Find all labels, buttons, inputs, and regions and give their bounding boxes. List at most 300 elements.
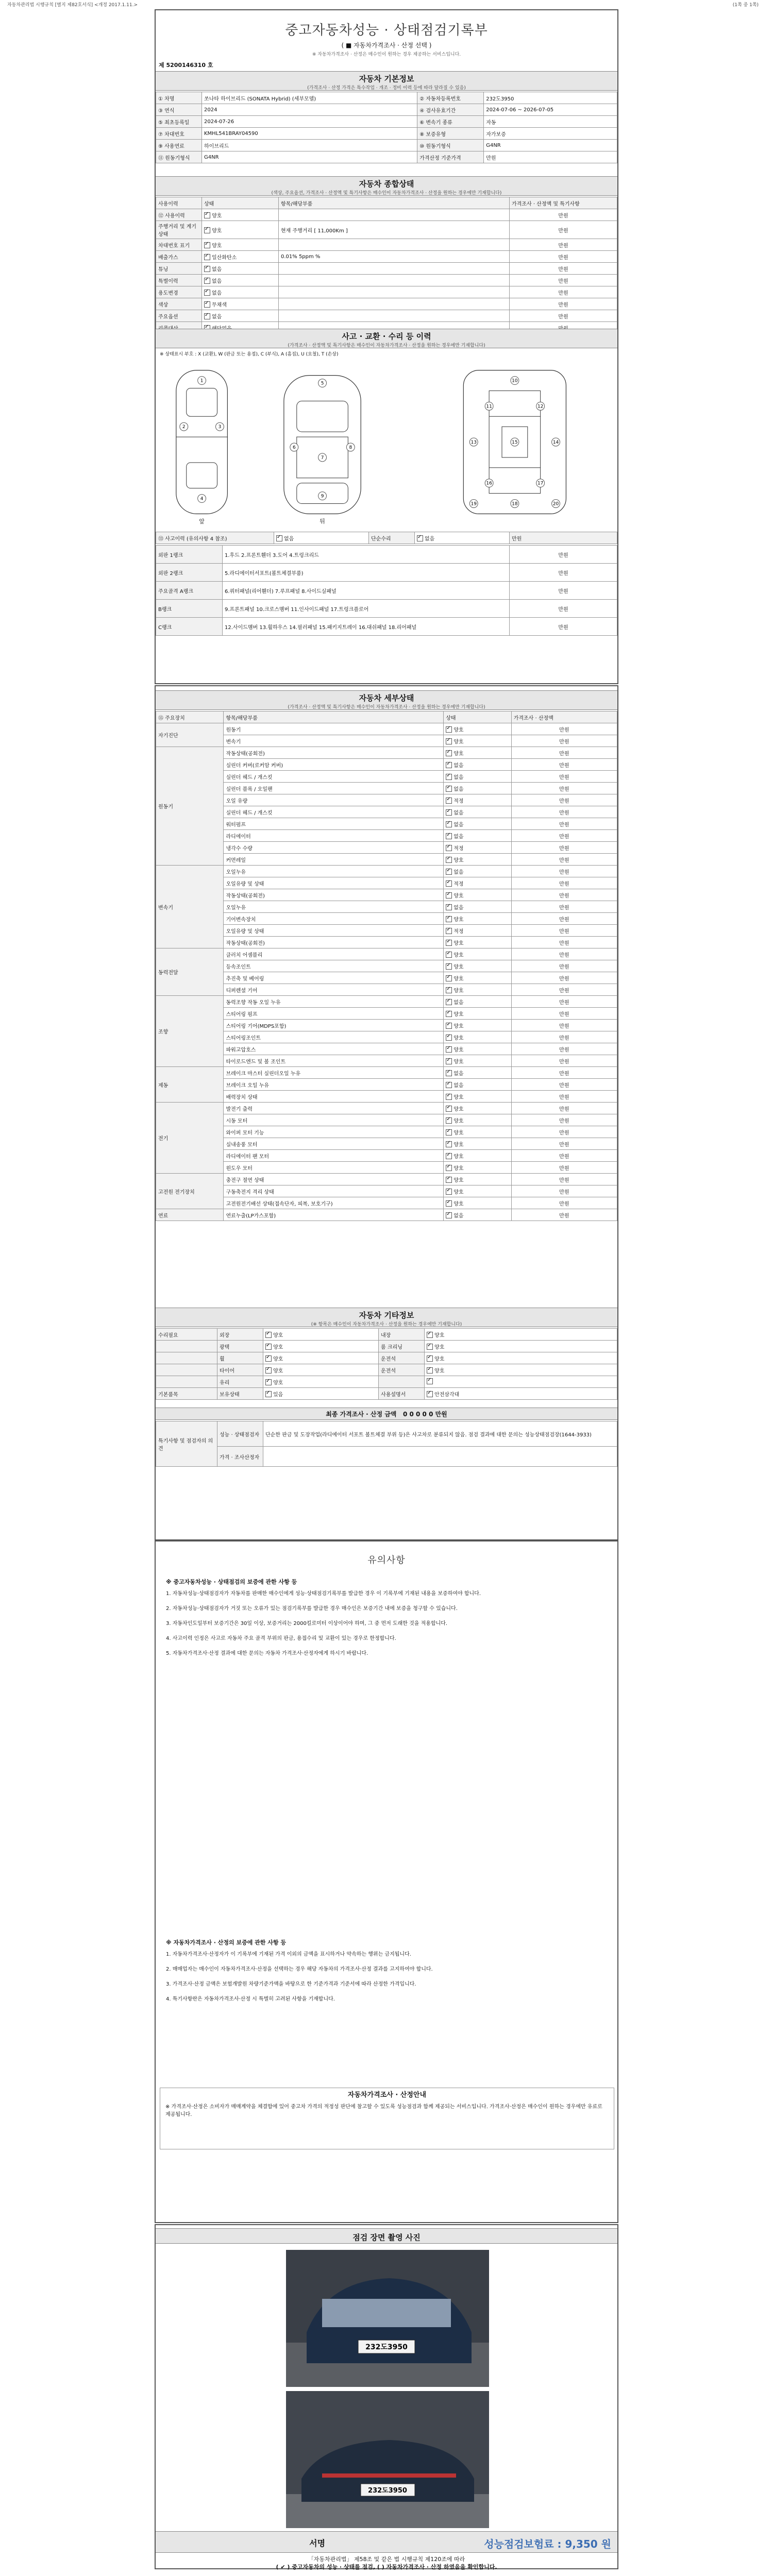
detail-status-text: 없음 [453, 1071, 464, 1077]
detail-status [444, 937, 511, 948]
detail-item: 디퍼렌셜 기어 [224, 984, 444, 996]
detail-item: 스티어링조인트 [224, 1031, 444, 1043]
checkbox [446, 916, 452, 922]
remark-a-label: 성능 · 상태점검자 [217, 1421, 263, 1447]
overall-title: 자동차 종합상태 [359, 179, 414, 189]
detail-status-text: 양호 [453, 1142, 464, 1148]
detail-status [444, 783, 511, 794]
detail-price: 만원 [511, 806, 617, 818]
detail-status [444, 1150, 511, 1162]
detail-item: 실내송풍 모터 [224, 1138, 444, 1150]
accident-check [276, 535, 282, 541]
detail-row [156, 1055, 617, 1067]
basic-row [156, 151, 617, 163]
detail-status [444, 877, 511, 889]
group-name: B랭크 [156, 600, 223, 618]
detail-row [156, 948, 617, 960]
checkbox [446, 869, 452, 875]
detail-item: 변속기 [224, 735, 444, 747]
detail-row [156, 735, 617, 747]
overall-status-text: 없음 [212, 266, 222, 273]
detail-status [444, 1138, 511, 1150]
col-price: 가격조사 · 산정액 및 특기사항 [510, 197, 617, 209]
detail-item: 충전구 절연 상태 [224, 1174, 444, 1185]
other-a: 유리 [217, 1376, 263, 1388]
basic-label: ⑪ 원동기형식 [156, 151, 202, 163]
panel-number: 18 [512, 501, 518, 507]
detail-price: 만원 [511, 901, 617, 913]
other-b-status [425, 1376, 617, 1388]
detail-price: 만원 [511, 759, 617, 771]
page-two [155, 685, 618, 1540]
basic-row [156, 104, 617, 116]
notice-item: 5. 자동차가격조사·산정 결과에 대한 문의는 자동차 가격조사·산정자에게 하시기 바랍니다. [166, 1651, 368, 1656]
detail-status [444, 901, 511, 913]
detail-status [444, 854, 511, 866]
detail-row [156, 1103, 617, 1114]
basic-label-2: ⑥ 변속기 종류 [417, 116, 484, 128]
other-label [156, 1376, 217, 1388]
other-a: 광택 [217, 1341, 263, 1352]
other-label: 기본품목 [156, 1388, 217, 1400]
detail-item: 작동상태(공회전) [224, 889, 444, 901]
overall-price: 만원 [510, 251, 617, 263]
col-status: 상태 [202, 197, 279, 209]
detail-status-text: 없음 [453, 999, 464, 1006]
detail-item: 브레이크 마스터 실린더오일 누유 [224, 1067, 444, 1079]
panel-numbers [180, 377, 560, 508]
other-a-status [263, 1329, 379, 1341]
checkbox [446, 1106, 452, 1112]
detail-price: 만원 [511, 1067, 617, 1079]
detail-price: 만원 [511, 960, 617, 972]
accident-group-row [156, 582, 617, 600]
panel-number: 2 [182, 425, 186, 430]
detail-row [156, 1043, 617, 1055]
final-header [156, 1408, 617, 1420]
basic-value-2: 자동 [484, 116, 617, 128]
page-four [155, 2224, 618, 2569]
notice-section-two: ※ 자동차가격조사 · 산정의 보증에 관한 사항 등 [166, 1939, 286, 1946]
detail-row [156, 1067, 617, 1079]
page-subtitle: ( ■ 자동차가격조사 · 산정 선택 ) [341, 42, 432, 49]
checkbox [446, 821, 452, 827]
overall-status-text: 양호 [212, 243, 222, 249]
checkbox [446, 1141, 452, 1147]
remark-a-text: 단순한 판금 및 도장작업(라디에이터 서포트 볼트체결 부위 등)은 사고차로 분류되지 않음. 점검 결과에 대한 문의는 성능상태점검장(1644-3933) [263, 1421, 617, 1447]
front-label: 앞 [199, 518, 205, 525]
detail-status [444, 996, 511, 1008]
basic-info-note: (가격조사 · 산정 가격은 특수작업 · 개조 · 정비 이력 등에 따라 달라질 수 있음) [307, 86, 466, 91]
detail-status-text: 없음 [453, 1213, 464, 1219]
checkbox [446, 750, 452, 756]
panel-number: 1 [200, 378, 204, 384]
detail-status [444, 1091, 511, 1103]
overall-status [202, 251, 279, 263]
overall-item: ⑫ 사용이력 [156, 209, 202, 221]
notice-list-one [166, 1589, 609, 1664]
basic-value: 2024-07-26 [202, 116, 417, 128]
detail-price: 만원 [511, 925, 617, 937]
notice-item: 1. 자동차성능·상태점검자가 자동차를 판매한 매수인에게 성능·상태점검기록부를 발급한 경우 이 기록부에 기재된 내용을 보증하여야 합니다. [166, 1591, 481, 1597]
overall-row [156, 251, 617, 263]
other-table [156, 1328, 617, 1400]
detail-status-text: 양호 [453, 1047, 464, 1053]
group-name: C랭크 [156, 618, 223, 636]
detail-price: 만원 [511, 1079, 617, 1091]
other-a: 휠 [217, 1352, 263, 1364]
other-b-status-text: 양호 [434, 1368, 445, 1374]
other-label [156, 1364, 217, 1376]
detail-item: 실린더 커버(로커암 커버) [224, 759, 444, 771]
detail-price: 만원 [511, 818, 617, 830]
detail-row [156, 783, 617, 794]
accident-row-value [274, 532, 369, 544]
detail-status-text: 없음 [453, 786, 464, 792]
other-b-status-text: 양호 [434, 1356, 445, 1362]
detail-row [156, 996, 617, 1008]
detail-header [156, 690, 617, 710]
col-item: 사용이력 [156, 197, 202, 209]
basic-label-2: ⑧ 보증유형 [417, 128, 484, 140]
overall-row [156, 310, 617, 322]
other-b-status [425, 1352, 617, 1364]
detail-status-text: 양호 [453, 1035, 464, 1041]
overall-price: 만원 [510, 209, 617, 221]
photo-header [156, 2228, 617, 2244]
overall-detail [279, 239, 510, 251]
detail-row [156, 830, 617, 842]
group-items: 9.프론트패널 10.크로스멤버 11.인사이드패널 17.트렁크플로어 [223, 600, 510, 618]
detail-status-text: 양호 [453, 1118, 464, 1124]
detail-price: 만원 [511, 1031, 617, 1043]
page-note: ※ 자동차가격조사 · 산정은 매수인이 원하는 경우 제공하는 서비스입니다. [312, 52, 461, 57]
detail-row [156, 1008, 617, 1020]
checkbox [446, 1153, 452, 1159]
other-b: 사용설명서 [379, 1388, 425, 1400]
detail-status [444, 948, 511, 960]
detail-row [156, 854, 617, 866]
group-items: 1.후드 2.프론트휀더 3.도어 4.트렁크리드 [223, 546, 510, 564]
detail-item: 작동상태(공회전) [224, 937, 444, 948]
detail-item: 추진축 및 베어링 [224, 972, 444, 984]
overall-status-text: 없음 [212, 314, 222, 320]
detail-price: 만원 [511, 783, 617, 794]
panel-number: 6 [292, 445, 296, 450]
detail-price: 만원 [511, 794, 617, 806]
detail-row [156, 1185, 617, 1197]
detail-price: 만원 [511, 1209, 617, 1221]
accident-group-row [156, 546, 617, 564]
detail-price: 만원 [511, 1150, 617, 1162]
overall-status [202, 221, 279, 239]
checkbox [265, 1355, 272, 1362]
basic-value: 쏘나타 하이브리드 (SONATA Hybrid) (세부모델) [202, 92, 417, 104]
detail-status [444, 925, 511, 937]
detail-status [444, 1055, 511, 1067]
plate-front: 232도3950 [365, 2343, 408, 2351]
checkbox [446, 1070, 452, 1076]
other-b-status [425, 1329, 617, 1341]
overall-detail [279, 298, 510, 310]
overall-price: 만원 [510, 298, 617, 310]
detail-item: 스티어링 기어(MDPS포함) [224, 1020, 444, 1031]
detail-row [156, 1126, 617, 1138]
checkbox [446, 809, 452, 816]
detail-price: 만원 [511, 1197, 617, 1209]
overall-row [156, 209, 617, 221]
checkbox [204, 212, 210, 218]
checkbox [446, 762, 452, 768]
basic-value-2: 232도3950 [484, 92, 617, 104]
detail-price: 만원 [511, 842, 617, 854]
detail-price: 만원 [511, 854, 617, 866]
detail-status-text: 양호 [453, 727, 464, 733]
detail-item: 타이로드엔드 및 볼 조인트 [224, 1055, 444, 1067]
basic-label-2: ⑩ 원동기형식 [417, 140, 484, 151]
detail-row [156, 1174, 617, 1185]
detail-col3: 상태 [444, 711, 511, 723]
detail-status-text: 없음 [453, 869, 464, 875]
detail-price: 만원 [511, 747, 617, 759]
detail-price: 만원 [511, 1043, 617, 1055]
repair-row-label: 단순수리 [369, 532, 415, 544]
detail-item: 브레이크 오일 누유 [224, 1079, 444, 1091]
detail-status [444, 1008, 511, 1020]
notice-section-one: ※ 중고자동차성능 · 상태점검의 보증에 관한 사항 등 [166, 1579, 297, 1585]
detail-item: 작동상태(공회전) [224, 747, 444, 759]
overall-row [156, 263, 617, 275]
page-title: 중고자동차성능 · 상태점검기록부 [285, 23, 488, 38]
overall-detail [279, 263, 510, 275]
detail-item: 구동축전지 격리 상태 [224, 1185, 444, 1197]
detail-status-text: 없음 [453, 905, 464, 911]
overall-item: 튜닝 [156, 263, 202, 275]
detail-item: 파워고압호스 [224, 1043, 444, 1055]
notice-item: 3. 자동차인도일부터 보증기간은 30일 이상, 보증거리는 2000킬로미터 이상이어야 하며, 그 중 먼저 도래한 것을 적용합니다. [166, 1621, 448, 1626]
detail-status [444, 735, 511, 747]
detail-group: 제동 [156, 1067, 224, 1103]
detail-status [444, 771, 511, 783]
notice-item: 2. 자동차성능·상태점검자가 거짓 또는 오류가 있는 점검기록부를 발급한 경우 매수인은 보증기간 내에 보증을 청구할 수 있습니다. [166, 1606, 458, 1612]
overall-status-text: 양호 [212, 213, 222, 219]
panel-number: 20 [552, 501, 559, 507]
basic-row [156, 140, 617, 151]
detail-price: 만원 [511, 1055, 617, 1067]
front-car-outline [176, 370, 228, 514]
detail-status [444, 1126, 511, 1138]
detail-col2: 항목/해당부품 [224, 711, 444, 723]
detail-item: 고전원전기배선 상태(접속단자, 피복, 보호기구) [224, 1197, 444, 1209]
overall-price: 만원 [510, 310, 617, 322]
checkbox [446, 1023, 452, 1029]
other-a-status [263, 1341, 379, 1352]
checkbox [204, 242, 210, 248]
panel-number: 17 [537, 481, 544, 486]
checkbox [265, 1391, 272, 1397]
detail-item: 스티어링 펌프 [224, 1008, 444, 1020]
overall-status-text: 일산화탄소 [212, 255, 237, 261]
group-items: 12.사이드멤버 13.휠하우스 14.필러패널 15.패키지트레이 16.대쉬패널 18.리어패널 [223, 618, 510, 636]
group-price: 만원 [510, 618, 617, 636]
overall-status [202, 275, 279, 286]
checkbox [446, 1011, 452, 1017]
group-name: 외판 2랭크 [156, 564, 223, 582]
detail-row [156, 925, 617, 937]
detail-item: 오일유량 및 상태 [224, 925, 444, 937]
detail-row [156, 1197, 617, 1209]
basic-row [156, 92, 617, 104]
overall-price: 만원 [510, 221, 617, 239]
panel-number: 10 [512, 378, 518, 384]
repair-row-value [415, 532, 510, 544]
checkbox [446, 940, 452, 946]
detail-status-text: 양호 [453, 1154, 464, 1160]
checkbox [427, 1344, 433, 1350]
detail-status-text: 양호 [453, 1059, 464, 1065]
group-name: 주요골격 A랭크 [156, 582, 223, 600]
insurance-fee: 성능점검보험료 : 9,350 원 [484, 2538, 611, 2550]
overall-status-text: 없음 [212, 278, 222, 284]
detail-group: 조향 [156, 996, 224, 1067]
overall-detail: 0.01% 5ppm % [279, 251, 510, 263]
detail-item: 배력장치 상태 [224, 1091, 444, 1103]
other-b-status-text: 안전삼각대 [434, 1392, 460, 1398]
detail-status [444, 806, 511, 818]
detail-status [444, 794, 511, 806]
detail-status-text: 양호 [453, 1011, 464, 1018]
detail-status [444, 889, 511, 901]
overall-item: 주행거리 및 계기상태 [156, 221, 202, 239]
final-title [156, 1408, 617, 1418]
repair-value: 없음 [425, 536, 435, 542]
detail-price: 만원 [511, 889, 617, 901]
detail-group: 고전원 전기장치 [156, 1174, 224, 1209]
checkbox [265, 1367, 272, 1374]
overall-status-text: 무채색 [212, 302, 227, 308]
detail-row [156, 1091, 617, 1103]
checkbox [446, 1189, 452, 1195]
detail-col1: ⑮ 주요장치 [156, 711, 224, 723]
detail-status [444, 1103, 511, 1114]
other-note: (※ 항목은 매수인이 자동차가격조사 · 산정을 원하는 경우에만 기재합니다) [311, 1322, 462, 1327]
other-b: 운전석 [379, 1352, 425, 1364]
overall-row [156, 221, 617, 239]
checkbox [446, 798, 452, 804]
other-label: 수리필요 [156, 1329, 217, 1341]
detail-status [444, 1174, 511, 1185]
price-guide-text: ※ 가격조사·산정은 소비자가 매매계약을 체결함에 있어 중고차 가격의 적정성 판단에 참고할 수 있도록 성능점검과 함께 제공되는 서비스입니다. 가격조사·산정은 매수인이 원하는 경우에만 유료로 제공됩니다. [165, 2104, 602, 2117]
detail-status-text: 양호 [453, 751, 464, 757]
overall-item: 색상 [156, 298, 202, 310]
detail-status [444, 1114, 511, 1126]
overall-price: 만원 [510, 263, 617, 275]
detail-price: 만원 [511, 1138, 617, 1150]
detail-status-text: 적정 [453, 798, 464, 804]
basic-label: ⑤ 최초등록일 [156, 116, 202, 128]
checkbox [204, 254, 210, 260]
checkbox [446, 1200, 452, 1207]
detail-row [156, 1079, 617, 1091]
detail-item: 오일유량 및 상태 [224, 877, 444, 889]
accident-price: 만원 [510, 532, 617, 544]
detail-table [156, 711, 617, 1221]
detail-status-text: 없음 [453, 822, 464, 828]
panel-number: 12 [537, 404, 544, 410]
notice-item: 4. 특기사항란은 자동차가격조사·산정 시 특별히 고려된 사항을 기재합니다. [166, 1996, 335, 2002]
sign-title: 서명 [309, 2538, 326, 2548]
detail-price: 만원 [511, 1114, 617, 1126]
notice-item: 2. 매매업자는 매수인이 자동차가격조사·산정을 선택하는 경우 해당 자동차의 가격조사·산정 결과를 고지하여야 합니다. [166, 1967, 433, 1972]
detail-item: 워터펌프 [224, 818, 444, 830]
checkbox [446, 963, 452, 970]
detail-status [444, 723, 511, 735]
detail-status-text: 양호 [453, 917, 464, 923]
checkbox [446, 845, 452, 851]
accident-group-row [156, 564, 617, 582]
other-header [156, 1308, 617, 1327]
other-b-status [425, 1364, 617, 1376]
detail-row [156, 960, 617, 972]
checkbox [446, 880, 452, 887]
detail-status-text: 적정 [453, 928, 464, 935]
other-b: 룸 크리닝 [379, 1341, 425, 1352]
checkbox [204, 266, 210, 272]
detail-price: 만원 [511, 830, 617, 842]
detail-row [156, 1114, 617, 1126]
final-amount: 0 0 0 0 0 만원 [402, 1411, 447, 1418]
checkbox [446, 928, 452, 934]
other-a-status [263, 1352, 379, 1364]
checkbox [446, 1082, 452, 1088]
overall-item: 배출가스 [156, 251, 202, 263]
panel-number: 5 [321, 381, 324, 386]
detail-status-text: 없음 [453, 774, 464, 781]
basic-label-2: ② 자동차등록번호 [417, 92, 484, 104]
other-row [156, 1352, 617, 1364]
checkbox [446, 975, 452, 981]
detail-status-text: 없음 [453, 834, 464, 840]
detail-price: 만원 [511, 1008, 617, 1020]
overall-item: 특별이력 [156, 275, 202, 286]
form-reference: 자동차관리법 시행규칙 [별지 제82호서식] <개정 2017.1.11.> [7, 3, 138, 8]
rear-label: 뒤 [320, 518, 325, 525]
panel-number: 13 [470, 440, 477, 446]
basic-row [156, 128, 617, 140]
detail-row [156, 723, 617, 735]
checkbox [427, 1367, 433, 1374]
detail-price: 만원 [511, 735, 617, 747]
page-three [155, 1540, 618, 2223]
other-b-status-text: 양호 [434, 1332, 445, 1338]
group-price: 만원 [510, 582, 617, 600]
detail-price: 만원 [511, 948, 617, 960]
overall-status [202, 286, 279, 298]
other-a-status [263, 1388, 379, 1400]
detail-status [444, 1079, 511, 1091]
detail-row [156, 1031, 617, 1043]
detail-item: 윈도우 모터 [224, 1162, 444, 1174]
detail-status [444, 913, 511, 925]
group-items: 6.쿼터패널(리어휀더) 7.루프패널 8.사이드실패널 [223, 582, 510, 600]
checkbox [446, 892, 452, 899]
basic-label: ③ 연식 [156, 104, 202, 116]
checkbox [446, 1212, 452, 1218]
detail-status [444, 866, 511, 877]
group-price: 만원 [510, 546, 617, 564]
form-strip [0, 0, 773, 8]
detail-price: 만원 [511, 1091, 617, 1103]
